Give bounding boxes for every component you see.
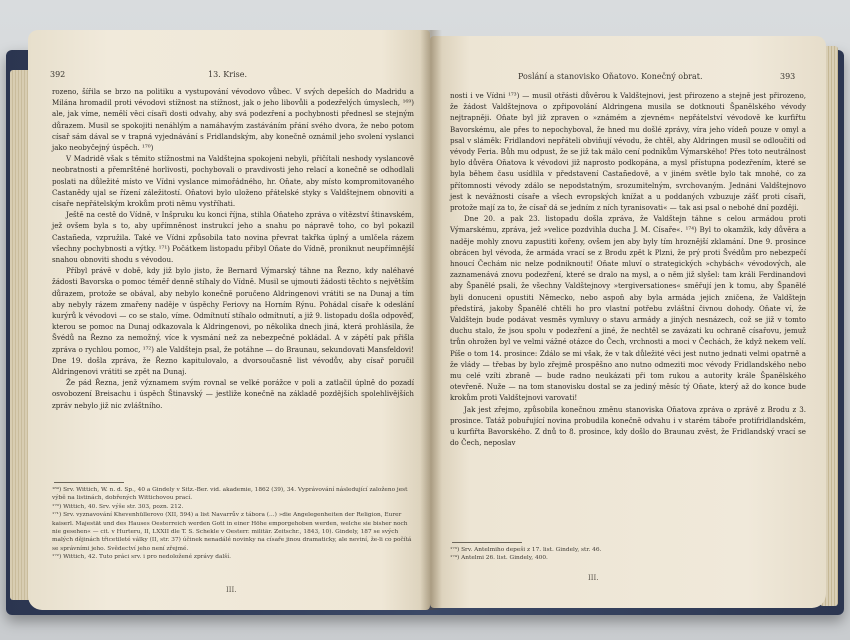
left-paragraph-4: Příbyl právě v době, kdy již bylo jisto, že Bernard Výmarský táhne na Řezno, kdy naléhavé žádosti Bavorska o pomoc téměř denně stíhaly do Vídně. Musil se ujmouti žádosti těchto s největším důrazem, protože se obával, aby nebylo konečně poručeno Aldringenovi vrátiti se na Dunaj a tím aby nebyly rázem zmařeny naděje v úspěchy Feriovy na Horním Rýnu. Pohádal císaře k odeslání kurýrů k vévodovi — co se stalo, víme. Odmítnutí stíhalo odmítnutí, a již 9. listopadu došla odpověď, kterou se pomoc na Dunaj odkazovala k Aldringenovi, po několika dnech jiná, která prohlásila, že Švédů na Řezno za nemožný, více k vysmání než za nebezpečné pokládal. A v zápětí pak přišla zpráva o rychlou pomoc, ¹⁷²) ale Valdštejn psal, že potáhne — do Braunau, sekundovati Mansfeldovi! Dne 19. došla zpráva, že Řezno kapitulovalo, a dvorsoučasně list vévodův, aby císař poručil Aldringenovi vrátiti se zpět na Dunaj. bbox=[52, 266, 414, 377]
right-signature-mark: III. bbox=[588, 574, 599, 582]
right-footnotes bbox=[450, 546, 806, 563]
left-footnote-171: ¹⁷¹) Srv. vyznavování Khevenhüllerovo (XII, 594) a list Navarrův z tábora (...) »die Angelegenheiten der Religion, Eurer kaiserl. Majestät und des Hauses Oesterreich werden Gott in einer Höhe emporgehoben werden, welche sie bisher noch nie gesehen« — cit. v Hurteru, II, LXXII dle T. S. Schekle v Oesterr. militär. Zeitschr., 1843, 10). Gindely, 187 se svých malých dějinách třicetileté války (II, str. 37) účinek nenadálé novinky na císaře jinou dramaticky, ale neviní, že-li co počítá se správními jeho. Svědectví jeho není zřejmé. bbox=[52, 512, 412, 552]
right-footnote-174: ¹⁷⁴) Antelmi 26. list. Gindely, 400. bbox=[450, 555, 548, 562]
right-paragraph-3: Jak jest zřejmo, způsobila konečnou změnu stanoviska Oňatova zpráva o zprávě z Brodu z 3. prosince. Tatáž pobuřující novina probudila konečně odvahu i v starém táboře protifridlandském, u kurfiřta Bavorského. Z dnů to 8. prosince, kdy došlo do Braunau zvěst, že Fridlandský vrací se do Čech, neposlav bbox=[450, 404, 806, 448]
left-body-text bbox=[52, 86, 414, 411]
footnote-rule bbox=[452, 542, 522, 543]
right-paragraph-2: Dne 20. a pak 23. listopadu došla zpráva, že Valdštejn táhne s celou armádou proti Výmarskému, zpráva, jež »velice pozdvihla ducha J. M. Císaře«. ¹⁷⁴) Byl to okamžik, kdy důvěra a naděje mohly znovu zapustiti kořeny, ovšem jen aby byly tím hroznější zklamání. Dne 9. prosince obrácen byl vévoda, že armáda vrací se z Brodu zpět k Plzni, že prý proti Švédům pro nebezpečí hnoucí Čechám nic nelze podniknouti! Oňate mluví o strategických »chybách« vévodových, ale zaznamenává znovu podezření, které se dralo na mysl, a o něm již slyšel: tam králi Ferdinandovi aby Španělé psali, že všechny Valdštejnovy »tergiversationes« směřují jen k tomu, aby Španělé byli donuceni opustiti Německo, nebo aspoň aby byla armáda jejich zničena, že Valdštejn předstírá, jakoby Španělé chtěli ho pro vlastní potřebu zvláštní čivnou dohody. Oňate ví, že Valdštejn bude podávat vesměs vymluvy o stavu armády a jiných nesnázech, což se již v tomto duchu stalo, že jsou spolu v podezření a jiné, že nechtěl se zavázati ku ochraně císařovu, jemuž trůn ohrožen byl ve velmi vážné otázce do Čech, vrchnosti a moci v Čechách, že když nekem velí. Píše o tom 14. prosince: Zdálo se mi však, že v tak důležité věci jest nutno jednati velmi opatrně a že vlády — třebas by bylo zřejmě prospěšno ano nutno odmeziti moc vévody Fridlandského nebo mu celé vzíti zbraně — bude radno neukázati při tom rukou a autority krále Španělského otevřeně. Nuže — na tom stanovisku dostal se za jediný měsíc tý Oňate, který až do konce bude krokům proti Valdštejnovi varovati! bbox=[450, 214, 806, 403]
left-paragraph-1: rozeno, šířila se brzo na politiku a vystupování vévodovo vůbec. V svých depeších do Madridu a Milána hromadil proti vévodovi stížnost na stížnost, jak o jeho libovůli a podezřelých úmyslech, ¹⁶⁹) ale, jak víme, nemělí věci císaři dosti odvahy, aby svá podezření a pochybnosti přednesl se stejným důrazem. Musil se spokojiti nenáhlým a namáhavým zastáváním přání svého dvora, že nebo potom císař sám dával se v trapná vyjednávání s Fridlandským, aby konečně oznámil jeho svolení vyslanci jako neobyčejný úspěch. ¹⁷⁰) bbox=[52, 87, 414, 153]
left-footnotes bbox=[52, 486, 414, 562]
left-footnote-170: ¹⁷⁰) Wittich, 40. Srv. výše str. 303, pozn. 212. bbox=[52, 503, 184, 510]
footnote-rule bbox=[54, 482, 124, 483]
right-footnote-173: ¹⁷³) Srv. Antelmiho depeši z 17. list. Gindely, str. 46. bbox=[450, 547, 602, 553]
right-page bbox=[430, 36, 826, 608]
left-page bbox=[28, 30, 430, 610]
right-body-text bbox=[450, 90, 806, 449]
left-paragraph-5: Že pád Řezna, jenž významem svým rovnal se velké porážce v poli a zatlačil úplně do pozadí osvobození Breisachu i úspěch Štinavský — jestliže konečně na základě pozdějších spolehlivějších zpráv nebylo již nic zvláštního. bbox=[52, 378, 414, 410]
right-page-number: 393 bbox=[780, 72, 796, 81]
left-footnote-172: ¹⁷²) Wittich, 42. Tuto práci srv. i pro nedoložené zprávy další. bbox=[52, 554, 231, 561]
left-page-number: 392 bbox=[50, 70, 66, 79]
left-paragraph-2: V Madridě však s těmito stížnostmi na Valdštejna spokojeni nebyli, přičítali neshody vyslancově neobratnosti a přemrštěné horlivosti, pochybovali o pravdivosti jeho relací a konečně se odhodlali poslati na důležité místo ve Vídni vyslance mimořádného, hr. Oňate, aby místo kompromitovaného Castanědy ujal se řízení záležitostí. Oňatovi bylo uloženo přátelské styky s Valdštejnem obnoviti a císaře nepřátelským krokům proti němu vystříhati. bbox=[52, 154, 414, 209]
left-signature-mark: III. bbox=[226, 586, 237, 594]
right-paragraph-1: nosti i ve Vídni ¹⁷³) — musil otřásti důvěrou k Valdštejnovi, jest přirozeno a stejně jest přirozeno, že žádost Valdštejnova o zpřipovolání Aldringena musila se dotknouti Španělského vévody nejtrapněji. Oňate byl již zpraven o »známém a zjevném« nepřátelství vévodově ke kurfiřtu Bavorskému, ale přes to nepochyboval, že hned mu došlé zprávy, víra jeho vídeň pouze v omyl a psal v sláměk: Fridlandovi nepřáteli obviňují vévodu, že chtěl, aby Aldringen musil se odloučiti od vévody Feria. Bůh mu odpust, že se již tak málo cení podnikům Výmarského! Přes toto neutrálnost bylo důvěra Oňatova k vévodovi již naprosto podkopána, a mysl přístupna podezřením, které se byla během času usídlila v představení Castañedově, a v jiném světle bylo tak mnohé, co za přítomnosti vévody zdálo se nepodstatným, srozumitelným, svrchovaným. Jednáni Valdštejnovo jest k nevážnosti císaře a všech evropských knížat a u poddaných vzbuzuje zášť proti císaři, protože mají za to, že císař dá se jedním z ních tyranisovati« — tak asi psal o nebohé dní později. bbox=[450, 91, 806, 213]
book-gutter bbox=[420, 30, 442, 610]
left-running-title: 13. Krise. bbox=[208, 70, 248, 79]
right-running-title: Poslání a stanovisko Oňatovo. Konečný obrat. bbox=[518, 72, 703, 81]
left-footnote-169: ¹⁶⁹) Srv. Wittich, W. n. d. Sp., 40 a Gindely v Sitz.-Ber. vid. akademie, 1862 (39), 34. Vyprávování následující založeno jest výbě na listinách, dobřených Wittichovou prací. bbox=[52, 487, 408, 502]
left-paragraph-3: Ještě na cestě do Vídně, v Inšpruku ku konci října, stihla Oňateho zpráva o vítězství štinavském, jež ovšem byla s to, aby upřímněnost instrukcí jeho a snahu po nápravě toho, co byl pokazil Castañeda, vzpružila. Také ve Vídni způsobila tato novina převrat takřka úplný a umlčela rázem všechny pochybnosti a výtky. ¹⁷¹) Počátkem listopadu přibyl Oňate do Vídně, proniknut neupřímnější snahou obnoviti shodu s vévodou. bbox=[52, 210, 414, 265]
